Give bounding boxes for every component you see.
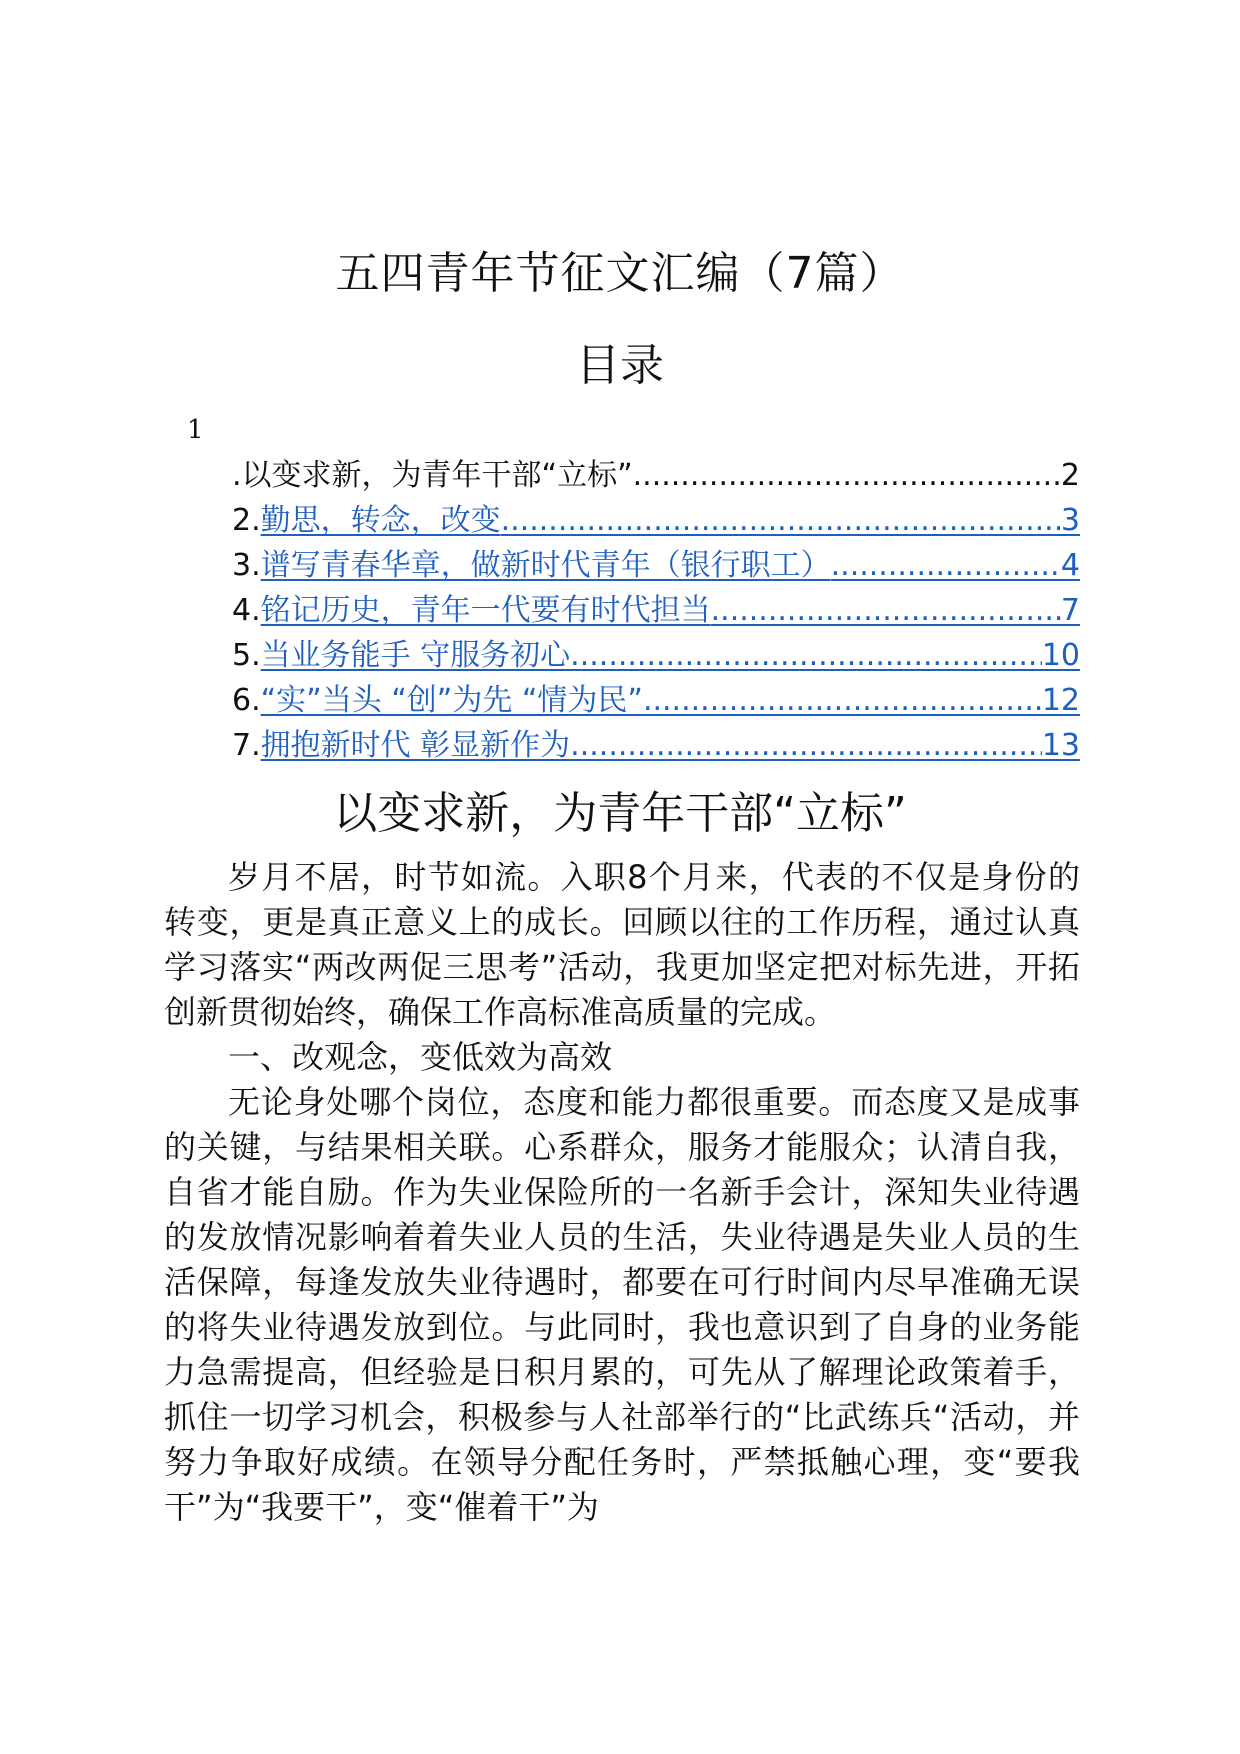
toc-entry-number: 2. xyxy=(232,503,261,538)
toc-entry-text: 当业务能手 守服务初心 xyxy=(260,638,571,673)
toc-entry-text: 铭记历史，青年一代要有时代担当 xyxy=(260,593,711,628)
toc-entry-number: 3. xyxy=(232,548,261,583)
toc-entry-page: 7 xyxy=(1060,593,1080,628)
toc-entry-link[interactable] xyxy=(261,723,1080,768)
toc-entry-text: 谱写青春华章，做新时代青年（银行职工） xyxy=(260,548,831,583)
toc-entry-link[interactable] xyxy=(261,588,1080,633)
toc-entry-number: 7. xyxy=(232,728,261,763)
toc-leader-dots xyxy=(643,678,1042,723)
section-title: 以变求新，为青年干部“立标” xyxy=(333,788,907,839)
toc-leader-dots xyxy=(633,453,1061,498)
paragraph: 无论身处哪个岗位，态度和能力都很重要。而态度又是成事的关键，与结果相关联。心系群众，服务才能服众；认清自我，自省才能自励。作为失业保险所的一名新手会计，深知失业待遇的发放情况影响着着失业人员的生活，失业待遇是失业人员的生活保障，每逢发放失业待遇时，都要在可行时间内尽早准确无误的将失业待遇发放到位。与此同时，我也意识到了自身的业务能力急需提高，但经验是日积月累的，可先从了解理论政策着手，抓住一切学习机会，积极参与人社部举行的“比武练兵“活动，并努力争取好成绩。在领导分配任务时，严禁抵触心理，变“要我干”为“我要干”，变“催着干”为 xyxy=(164,1083,1080,1526)
toc-entry-link[interactable] xyxy=(261,678,1080,723)
toc-entry-link[interactable] xyxy=(261,633,1080,678)
toc-entry-text: 拥抱新时代 彰显新作为 xyxy=(260,728,571,763)
toc-entry-4[interactable] xyxy=(232,588,1080,633)
toc-leader-dots xyxy=(711,588,1061,633)
toc-entry-5[interactable] xyxy=(232,633,1080,678)
table-of-contents xyxy=(232,453,1080,768)
toc-entry-page: 12 xyxy=(1041,683,1080,718)
toc-leader-dots xyxy=(831,543,1061,588)
toc-leader-dots xyxy=(570,723,1042,768)
toc-entry-link[interactable] xyxy=(261,498,1080,543)
toc-entry-3[interactable] xyxy=(232,543,1080,588)
toc-entry-number: 4. xyxy=(232,593,261,628)
toc-entry-link[interactable] xyxy=(261,543,1080,588)
toc-marker: 1 xyxy=(187,415,204,445)
toc-entry-text: .以变求新，为青年干部“立标” xyxy=(232,458,633,493)
toc-entry-page: 2 xyxy=(1060,458,1080,493)
toc-entry-6[interactable] xyxy=(232,678,1080,723)
toc-entry-page: 13 xyxy=(1041,728,1080,763)
toc-entry-2[interactable] xyxy=(232,498,1080,543)
toc-entry-7[interactable] xyxy=(232,723,1080,768)
toc-entry-1[interactable] xyxy=(232,453,1080,498)
toc-entry-text: “实”当头 “创”为先 “情为民” xyxy=(260,683,643,718)
subheading: 一、改观念，变低效为高效 xyxy=(228,1038,613,1076)
toc-entry-number: 6. xyxy=(232,683,261,718)
article-body xyxy=(164,855,1080,1530)
toc-entry-page: 4 xyxy=(1060,548,1080,583)
toc-entry-text: 勤思，转念，改变 xyxy=(260,503,501,538)
toc-entry-number: 5. xyxy=(232,638,261,673)
toc-entry-page: 3 xyxy=(1060,503,1080,538)
toc-leader-dots xyxy=(501,498,1061,543)
toc-heading: 目录 xyxy=(576,340,664,391)
toc-entry-page: 10 xyxy=(1041,638,1080,673)
document-title: 五四青年节征文汇编（7篇） xyxy=(335,248,905,299)
toc-leader-dots xyxy=(570,633,1042,678)
toc-entry-link[interactable] xyxy=(232,453,1080,498)
paragraph: 岁月不居，时节如流。入职8个月来，代表的不仅是身份的转变，更是真正意义上的成长。回顾以往的工作历程，通过认真学习落实“两改两促三思考”活动，我更加坚定把对标先进，开拓创新贯彻始终，确保工作高标准高质量的完成。 xyxy=(164,858,1080,1031)
